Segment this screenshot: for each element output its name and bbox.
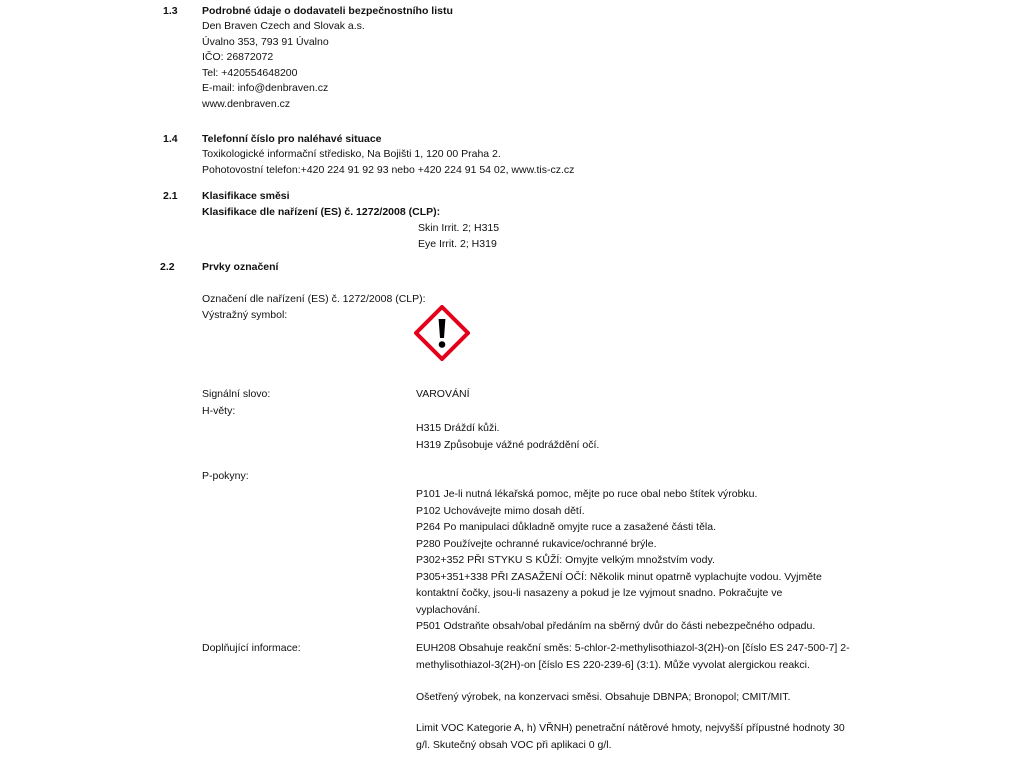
p-statement-p305: kontaktní čočky, jsou-li nasazeny a pokud je lze vyjmout snadno. Pokračujte ve	[416, 587, 783, 599]
h-statements-label: H-věty:	[202, 405, 236, 417]
p-statements-label: P-pokyny:	[202, 470, 249, 482]
supplier-details	[202, 19, 365, 112]
section-title-2-2: Prvky označení	[202, 261, 279, 273]
section-number-2-2: 2.2	[160, 261, 175, 273]
h-statements-list	[416, 420, 599, 453]
voc-limit-text	[416, 720, 845, 753]
supplier-line: E-mail: info@denbraven.cz	[202, 82, 329, 94]
signal-word-value: VAROVÁNÍ	[416, 388, 470, 400]
section-number-1-3: 1.3	[163, 5, 178, 17]
supplier-line: www.denbraven.cz	[202, 97, 291, 110]
p-statement-p305: P305+351+338 PŘI ZASAŽENÍ OČÍ: Několik minut opatrně vyplachujte vodou. Vyjměte	[416, 570, 822, 583]
section-title-1-4: Telefonní číslo pro naléhavé situace	[202, 133, 382, 145]
voc-line: Limit VOC Kategorie A, h) VŘNH) penetrační nátěrové hmoty, nejvyšší přípustné hodnoty 30	[416, 722, 845, 734]
section-title-2-1: Klasifikace směsi	[202, 190, 290, 202]
euh208-line: EUH208 Obsahuje reakční směs: 5-chlor-2-methylisothiazol-3(2H)-on [číslo ES 247-500-7] 2-	[416, 642, 850, 654]
exclamation-mark-hazard-icon	[414, 305, 470, 361]
h-statement: H315 Dráždí kůži.	[416, 422, 500, 434]
p-statement: P302+352 PŘI STYKU S KŮŽÍ: Omyjte velkým množstvím vody.	[416, 554, 715, 566]
p-statement-p305: vyplachování.	[416, 603, 481, 616]
euh208-line: methylisothiazol-3(2H)-on [číslo ES 220-239-6] (3:1). Může vyvolat alergickou reakci.	[416, 658, 810, 671]
section-title-1-3: Podrobné údaje o dodavateli bezpečnostního listu	[202, 5, 453, 17]
p-statement: P280 Používejte ochranné rukavice/ochranné brýle.	[416, 537, 657, 550]
classification-subtitle: Klasifikace dle nařízení (ES) č. 1272/2008 (CLP):	[202, 206, 441, 218]
classification-item: Eye Irrit. 2; H319	[418, 237, 497, 250]
supplier-line: Den Braven Czech and Slovak a.s.	[202, 20, 365, 32]
regulation-label: Označení dle nařízení (ES) č. 1272/2008 (CLP):	[202, 293, 426, 305]
emergency-line: Toxikologické informační středisko, Na Bojišti 1, 120 00 Praha 2.	[202, 148, 501, 160]
p-statement: P264 Po manipulaci důkladně omyjte ruce a zasažené části těla.	[416, 521, 717, 533]
supplier-line: IČO: 26872072	[202, 51, 274, 63]
euh208-text	[416, 640, 850, 673]
p-statement: P101 Je-li nutná lékařská pomoc, mějte po ruce obal nebo štítek výrobku.	[416, 488, 758, 500]
voc-line: g/l. Skutečný obsah VOC při aplikaci 0 g/l.	[416, 738, 612, 751]
emergency-contacts	[202, 147, 574, 178]
supplier-line: Úvalno 353, 793 91 Úvalno	[202, 35, 329, 48]
emergency-line: Pohotovostní telefon:+420 224 91 92 93 nebo +420 224 91 54 02, www.tis-cz.cz	[202, 163, 575, 176]
h-statement: H319 Způsobuje vážné podráždění očí.	[416, 438, 600, 451]
p-statements-list	[416, 486, 822, 635]
extra-info-label: Doplňující informace:	[202, 642, 301, 654]
p-statement: P102 Uchovávejte mimo dosah dětí.	[416, 504, 585, 517]
section-number-1-4: 1.4	[163, 133, 178, 145]
p-statement-p501: P501 Odstraňte obsah/obal předáním na sběrný dvůr do části nebezpečného odpadu.	[416, 620, 816, 632]
classification-item: Skin Irrit. 2; H315	[418, 222, 500, 234]
treated-article-text: Ošetřený výrobek, na konzervaci směsi. Obsahuje DBNPA; Bronopol; CMIT/MIT.	[416, 691, 791, 703]
symbol-label: Výstražný symbol:	[202, 309, 288, 321]
signal-word-label: Signální slovo:	[202, 388, 271, 400]
section-number-2-1: 2.1	[163, 190, 178, 202]
supplier-line: Tel: +420554648200	[202, 66, 298, 79]
classification-list	[418, 221, 499, 252]
